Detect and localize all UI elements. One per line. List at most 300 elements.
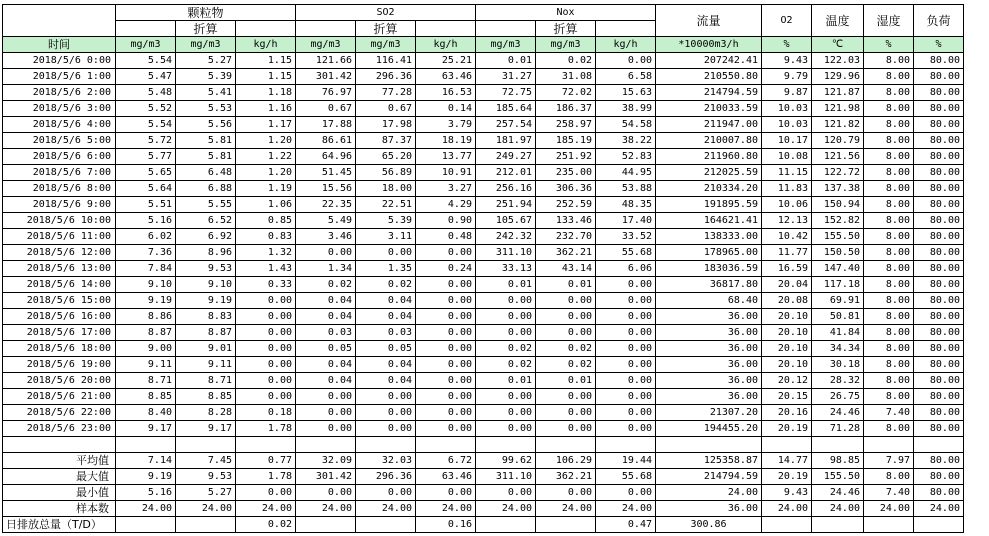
data-cell[interactable]: 0.00: [596, 421, 656, 437]
data-cell[interactable]: 8.00: [864, 261, 914, 277]
data-cell[interactable]: 31.27: [476, 69, 536, 85]
data-cell[interactable]: 68.40: [656, 293, 762, 309]
time-cell[interactable]: 2018/5/6 22:00: [3, 405, 116, 421]
data-cell[interactable]: 0.05: [356, 341, 416, 357]
stat-value-cell[interactable]: 8.00: [864, 469, 914, 485]
data-cell[interactable]: 0.00: [596, 309, 656, 325]
data-cell[interactable]: 186.37: [536, 101, 596, 117]
data-cell[interactable]: 10.42: [762, 229, 812, 245]
data-cell[interactable]: 20.10: [762, 325, 812, 341]
data-cell[interactable]: 8.00: [864, 165, 914, 181]
data-cell[interactable]: 183036.59: [656, 261, 762, 277]
data-cell[interactable]: 6.92: [176, 229, 236, 245]
data-cell[interactable]: 152.82: [812, 213, 864, 229]
data-cell[interactable]: 242.32: [476, 229, 536, 245]
data-cell[interactable]: 3.27: [416, 181, 476, 197]
data-cell[interactable]: 0.48: [416, 229, 476, 245]
data-cell[interactable]: 0.02: [536, 341, 596, 357]
data-cell[interactable]: 232.70: [536, 229, 596, 245]
data-cell[interactable]: 0.00: [356, 245, 416, 261]
data-cell[interactable]: 3.11: [356, 229, 416, 245]
data-cell[interactable]: 5.54: [116, 53, 176, 69]
data-cell[interactable]: 25.21: [416, 53, 476, 69]
data-cell[interactable]: 0.67: [296, 101, 356, 117]
time-cell[interactable]: 2018/5/6 13:00: [3, 261, 116, 277]
data-cell[interactable]: 6.48: [176, 165, 236, 181]
time-cell[interactable]: 2018/5/6 2:00: [3, 85, 116, 101]
time-cell[interactable]: 2018/5/6 16:00: [3, 309, 116, 325]
data-cell[interactable]: 10.03: [762, 101, 812, 117]
data-cell[interactable]: 10.03: [762, 117, 812, 133]
data-cell[interactable]: 0.00: [596, 325, 656, 341]
header-flow[interactable]: 流量: [656, 5, 762, 37]
data-cell[interactable]: 185.64: [476, 101, 536, 117]
data-cell[interactable]: 0.01: [476, 373, 536, 389]
data-cell[interactable]: 8.00: [864, 85, 914, 101]
empty-cell[interactable]: [596, 437, 656, 453]
data-cell[interactable]: 80.00: [914, 213, 964, 229]
data-cell[interactable]: 9.17: [116, 421, 176, 437]
data-cell[interactable]: 11.15: [762, 165, 812, 181]
data-cell[interactable]: 48.35: [596, 197, 656, 213]
empty-cell[interactable]: [476, 437, 536, 453]
data-cell[interactable]: 0.00: [416, 309, 476, 325]
stat-value-cell[interactable]: 63.46: [416, 469, 476, 485]
data-cell[interactable]: 138333.00: [656, 229, 762, 245]
stat-value-cell[interactable]: 24.00: [596, 501, 656, 517]
data-cell[interactable]: 5.52: [116, 101, 176, 117]
unit-o2[interactable]: %: [762, 37, 812, 53]
stat-value-cell[interactable]: 7.14: [116, 453, 176, 469]
data-cell[interactable]: 0.00: [596, 405, 656, 421]
data-cell[interactable]: 5.56: [176, 117, 236, 133]
time-cell[interactable]: 2018/5/6 12:00: [3, 245, 116, 261]
data-cell[interactable]: 6.02: [116, 229, 176, 245]
data-cell[interactable]: 7.84: [116, 261, 176, 277]
data-cell[interactable]: 80.00: [914, 325, 964, 341]
header-particulate[interactable]: 颗粒物: [176, 5, 236, 21]
data-cell[interactable]: 0.00: [356, 389, 416, 405]
data-cell[interactable]: 121.98: [812, 101, 864, 117]
data-cell[interactable]: 0.00: [596, 357, 656, 373]
data-cell[interactable]: 0.02: [476, 357, 536, 373]
data-cell[interactable]: 54.58: [596, 117, 656, 133]
stat-value-cell[interactable]: 5.16: [116, 485, 176, 501]
data-cell[interactable]: 6.58: [596, 69, 656, 85]
data-cell[interactable]: 8.00: [864, 133, 914, 149]
empty-cell[interactable]: [356, 437, 416, 453]
empty-cell[interactable]: [236, 437, 296, 453]
data-cell[interactable]: 5.77: [116, 149, 176, 165]
data-cell[interactable]: 36817.80: [656, 277, 762, 293]
data-cell[interactable]: 20.16: [762, 405, 812, 421]
data-cell[interactable]: 15.56: [296, 181, 356, 197]
data-cell[interactable]: 0.04: [296, 373, 356, 389]
data-cell[interactable]: 20.10: [762, 309, 812, 325]
data-cell[interactable]: 185.19: [536, 133, 596, 149]
empty-cell[interactable]: [536, 517, 596, 533]
stat-label[interactable]: 样本数: [3, 501, 116, 517]
data-cell[interactable]: 0.00: [416, 405, 476, 421]
header-nox[interactable]: Nox: [536, 5, 596, 21]
daily-total-value[interactable]: 300.86: [656, 517, 762, 533]
time-cell[interactable]: 2018/5/6 0:00: [3, 53, 116, 69]
data-cell[interactable]: 76.97: [296, 85, 356, 101]
data-cell[interactable]: 87.37: [356, 133, 416, 149]
data-cell[interactable]: 0.00: [416, 341, 476, 357]
data-cell[interactable]: 5.51: [116, 197, 176, 213]
unit-particulate-kg[interactable]: kg/h: [236, 37, 296, 53]
data-cell[interactable]: 10.91: [416, 165, 476, 181]
data-cell[interactable]: 16.53: [416, 85, 476, 101]
data-cell[interactable]: 8.00: [864, 69, 914, 85]
data-cell[interactable]: 0.01: [476, 53, 536, 69]
time-cell[interactable]: 2018/5/6 3:00: [3, 101, 116, 117]
data-cell[interactable]: 9.00: [116, 341, 176, 357]
data-cell[interactable]: 8.71: [176, 373, 236, 389]
data-cell[interactable]: 63.46: [416, 69, 476, 85]
data-cell[interactable]: 8.86: [116, 309, 176, 325]
unit-load[interactable]: %: [914, 37, 964, 53]
data-cell[interactable]: 5.55: [176, 197, 236, 213]
unit-so2-mg[interactable]: mg/m3: [296, 37, 356, 53]
data-cell[interactable]: 0.67: [356, 101, 416, 117]
data-cell[interactable]: 64.96: [296, 149, 356, 165]
empty-cell[interactable]: [914, 437, 964, 453]
data-cell[interactable]: 0.00: [296, 245, 356, 261]
data-cell[interactable]: 191895.59: [656, 197, 762, 213]
daily-total-value[interactable]: 0.02: [236, 517, 296, 533]
data-cell[interactable]: 80.00: [914, 261, 964, 277]
stat-value-cell[interactable]: 19.44: [596, 453, 656, 469]
data-cell[interactable]: 0.00: [356, 421, 416, 437]
header-particulate-spacer-2[interactable]: [236, 5, 296, 21]
data-cell[interactable]: 8.85: [116, 389, 176, 405]
stat-value-cell[interactable]: 5.27: [176, 485, 236, 501]
data-cell[interactable]: 36.00: [656, 325, 762, 341]
stat-value-cell[interactable]: 32.03: [356, 453, 416, 469]
data-cell[interactable]: 0.04: [356, 293, 416, 309]
data-cell[interactable]: 0.01: [536, 277, 596, 293]
data-cell[interactable]: 121.66: [296, 53, 356, 69]
data-cell[interactable]: 55.68: [596, 245, 656, 261]
data-cell[interactable]: 8.00: [864, 373, 914, 389]
unit-humidity[interactable]: %: [864, 37, 914, 53]
data-cell[interactable]: 8.40: [116, 405, 176, 421]
data-cell[interactable]: 8.00: [864, 117, 914, 133]
data-cell[interactable]: 0.00: [476, 309, 536, 325]
stat-value-cell[interactable]: 0.00: [236, 485, 296, 501]
data-cell[interactable]: 44.95: [596, 165, 656, 181]
data-cell[interactable]: 0.00: [476, 421, 536, 437]
time-cell[interactable]: 2018/5/6 19:00: [3, 357, 116, 373]
empty-cell[interactable]: [812, 437, 864, 453]
data-cell[interactable]: 1.32: [236, 245, 296, 261]
data-cell[interactable]: 1.20: [236, 165, 296, 181]
data-cell[interactable]: 77.28: [356, 85, 416, 101]
stat-value-cell[interactable]: 0.77: [236, 453, 296, 469]
data-cell[interactable]: 0.00: [476, 293, 536, 309]
stat-value-cell[interactable]: 0.00: [356, 485, 416, 501]
data-cell[interactable]: 80.00: [914, 53, 964, 69]
data-cell[interactable]: 0.00: [476, 389, 536, 405]
data-cell[interactable]: 8.85: [176, 389, 236, 405]
stat-value-cell[interactable]: 24.00: [812, 501, 864, 517]
empty-cell[interactable]: [914, 517, 964, 533]
header-particulate-raw-blank[interactable]: [116, 21, 176, 37]
stat-value-cell[interactable]: 20.19: [762, 469, 812, 485]
data-cell[interactable]: 150.94: [812, 197, 864, 213]
data-cell[interactable]: 9.19: [176, 293, 236, 309]
data-cell[interactable]: 9.43: [762, 53, 812, 69]
data-cell[interactable]: 9.11: [116, 357, 176, 373]
data-cell[interactable]: 214794.59: [656, 85, 762, 101]
data-cell[interactable]: 36.00: [656, 357, 762, 373]
data-cell[interactable]: 150.50: [812, 245, 864, 261]
data-cell[interactable]: 80.00: [914, 405, 964, 421]
data-cell[interactable]: 8.87: [176, 325, 236, 341]
time-cell[interactable]: 2018/5/6 20:00: [3, 373, 116, 389]
data-cell[interactable]: 80.00: [914, 373, 964, 389]
time-cell[interactable]: 2018/5/6 5:00: [3, 133, 116, 149]
data-cell[interactable]: 164621.41: [656, 213, 762, 229]
data-cell[interactable]: 0.03: [296, 325, 356, 341]
data-cell[interactable]: 3.79: [416, 117, 476, 133]
data-cell[interactable]: 116.41: [356, 53, 416, 69]
data-cell[interactable]: 5.39: [356, 213, 416, 229]
data-cell[interactable]: 1.78: [236, 421, 296, 437]
data-cell[interactable]: 20.19: [762, 421, 812, 437]
empty-cell[interactable]: [762, 437, 812, 453]
data-cell[interactable]: 80.00: [914, 69, 964, 85]
time-cell[interactable]: 2018/5/6 6:00: [3, 149, 116, 165]
data-cell[interactable]: 80.00: [914, 197, 964, 213]
data-cell[interactable]: 0.00: [536, 309, 596, 325]
data-cell[interactable]: 212.01: [476, 165, 536, 181]
data-cell[interactable]: 0.00: [236, 293, 296, 309]
stat-value-cell[interactable]: 0.00: [536, 485, 596, 501]
empty-cell[interactable]: [864, 517, 914, 533]
data-cell[interactable]: 0.00: [416, 325, 476, 341]
data-cell[interactable]: 65.20: [356, 149, 416, 165]
stat-value-cell[interactable]: 7.40: [864, 485, 914, 501]
daily-total-label[interactable]: 日排放总量（T/D）: [3, 517, 116, 533]
data-cell[interactable]: 0.00: [536, 389, 596, 405]
stat-value-cell[interactable]: 24.00: [116, 501, 176, 517]
stat-value-cell[interactable]: 80.00: [914, 453, 964, 469]
data-cell[interactable]: 0.04: [296, 293, 356, 309]
data-cell[interactable]: 80.00: [914, 101, 964, 117]
data-cell[interactable]: 0.01: [536, 373, 596, 389]
data-cell[interactable]: 0.00: [596, 53, 656, 69]
data-cell[interactable]: 251.92: [536, 149, 596, 165]
data-cell[interactable]: 1.35: [356, 261, 416, 277]
data-cell[interactable]: 0.00: [296, 405, 356, 421]
stat-label[interactable]: 最小值: [3, 485, 116, 501]
data-cell[interactable]: 105.67: [476, 213, 536, 229]
empty-cell[interactable]: [176, 437, 236, 453]
data-cell[interactable]: 5.48: [116, 85, 176, 101]
data-cell[interactable]: 207242.41: [656, 53, 762, 69]
data-cell[interactable]: 0.00: [416, 357, 476, 373]
data-cell[interactable]: 210033.59: [656, 101, 762, 117]
stat-value-cell[interactable]: 55.68: [596, 469, 656, 485]
data-cell[interactable]: 0.00: [536, 293, 596, 309]
data-cell[interactable]: 80.00: [914, 277, 964, 293]
data-cell[interactable]: 1.15: [236, 69, 296, 85]
data-cell[interactable]: 181.97: [476, 133, 536, 149]
data-cell[interactable]: 12.13: [762, 213, 812, 229]
data-cell[interactable]: 8.00: [864, 181, 914, 197]
data-cell[interactable]: 5.64: [116, 181, 176, 197]
data-cell[interactable]: 18.00: [356, 181, 416, 197]
data-cell[interactable]: 256.16: [476, 181, 536, 197]
data-cell[interactable]: 80.00: [914, 181, 964, 197]
data-cell[interactable]: 0.00: [296, 389, 356, 405]
data-cell[interactable]: 0.00: [596, 373, 656, 389]
stat-value-cell[interactable]: 0.00: [296, 485, 356, 501]
data-cell[interactable]: 1.06: [236, 197, 296, 213]
data-cell[interactable]: 0.00: [356, 405, 416, 421]
time-cell[interactable]: 2018/5/6 14:00: [3, 277, 116, 293]
data-cell[interactable]: 36.00: [656, 341, 762, 357]
data-cell[interactable]: 5.39: [176, 69, 236, 85]
data-cell[interactable]: 5.65: [116, 165, 176, 181]
stat-value-cell[interactable]: 0.00: [596, 485, 656, 501]
unit-time[interactable]: 时间: [3, 37, 116, 53]
data-cell[interactable]: 0.00: [296, 421, 356, 437]
data-cell[interactable]: 80.00: [914, 133, 964, 149]
data-cell[interactable]: 8.87: [116, 325, 176, 341]
header-nox-spacer[interactable]: [476, 5, 536, 21]
data-cell[interactable]: 5.54: [116, 117, 176, 133]
data-cell[interactable]: 194455.20: [656, 421, 762, 437]
data-cell[interactable]: 8.00: [864, 101, 914, 117]
data-cell[interactable]: 20.04: [762, 277, 812, 293]
data-cell[interactable]: 15.63: [596, 85, 656, 101]
data-cell[interactable]: 122.03: [812, 53, 864, 69]
header-time-blank[interactable]: [3, 5, 116, 21]
time-cell[interactable]: 2018/5/6 23:00: [3, 421, 116, 437]
data-cell[interactable]: 0.02: [536, 357, 596, 373]
data-cell[interactable]: 296.36: [356, 69, 416, 85]
data-cell[interactable]: 9.10: [116, 277, 176, 293]
data-cell[interactable]: 8.28: [176, 405, 236, 421]
data-cell[interactable]: 72.75: [476, 85, 536, 101]
data-cell[interactable]: 0.04: [296, 309, 356, 325]
time-cell[interactable]: 2018/5/6 8:00: [3, 181, 116, 197]
data-cell[interactable]: 258.97: [536, 117, 596, 133]
stat-value-cell[interactable]: 80.00: [914, 485, 964, 501]
empty-cell[interactable]: [3, 437, 116, 453]
header-particulate-converted[interactable]: 折算: [176, 21, 236, 37]
data-cell[interactable]: 5.47: [116, 69, 176, 85]
data-cell[interactable]: 0.00: [416, 389, 476, 405]
data-cell[interactable]: 20.12: [762, 373, 812, 389]
data-cell[interactable]: 362.21: [536, 245, 596, 261]
stat-value-cell[interactable]: 7.97: [864, 453, 914, 469]
data-cell[interactable]: 22.51: [356, 197, 416, 213]
stat-value-cell[interactable]: 9.43: [762, 485, 812, 501]
unit-so2-conv[interactable]: mg/m3: [356, 37, 416, 53]
data-cell[interactable]: 5.16: [116, 213, 176, 229]
data-cell[interactable]: 8.00: [864, 389, 914, 405]
data-cell[interactable]: 0.03: [356, 325, 416, 341]
data-cell[interactable]: 8.00: [864, 293, 914, 309]
data-cell[interactable]: 26.75: [812, 389, 864, 405]
data-cell[interactable]: 210334.20: [656, 181, 762, 197]
stat-value-cell[interactable]: 32.09: [296, 453, 356, 469]
data-cell[interactable]: 80.00: [914, 165, 964, 181]
data-cell[interactable]: 121.56: [812, 149, 864, 165]
data-cell[interactable]: 22.35: [296, 197, 356, 213]
empty-cell[interactable]: [812, 517, 864, 533]
time-cell[interactable]: 2018/5/6 10:00: [3, 213, 116, 229]
header-nox-converted[interactable]: 折算: [536, 21, 596, 37]
data-cell[interactable]: 8.00: [864, 277, 914, 293]
stat-value-cell[interactable]: 9.19: [116, 469, 176, 485]
stat-value-cell[interactable]: 14.77: [762, 453, 812, 469]
header-nox-spacer-2[interactable]: [596, 5, 656, 21]
data-cell[interactable]: 0.90: [416, 213, 476, 229]
data-cell[interactable]: 8.83: [176, 309, 236, 325]
stat-value-cell[interactable]: 301.42: [296, 469, 356, 485]
empty-cell[interactable]: [296, 437, 356, 453]
data-cell[interactable]: 211947.00: [656, 117, 762, 133]
data-cell[interactable]: 21307.20: [656, 405, 762, 421]
unit-nox-kg[interactable]: kg/h: [596, 37, 656, 53]
data-cell[interactable]: 257.54: [476, 117, 536, 133]
data-cell[interactable]: 120.79: [812, 133, 864, 149]
data-cell[interactable]: 5.27: [176, 53, 236, 69]
data-cell[interactable]: 0.00: [416, 277, 476, 293]
data-cell[interactable]: 11.77: [762, 245, 812, 261]
stat-value-cell[interactable]: 36.00: [656, 501, 762, 517]
data-cell[interactable]: 117.18: [812, 277, 864, 293]
data-cell[interactable]: 5.53: [176, 101, 236, 117]
data-cell[interactable]: 69.91: [812, 293, 864, 309]
empty-cell[interactable]: [116, 437, 176, 453]
data-cell[interactable]: 7.40: [864, 405, 914, 421]
header-so2[interactable]: SO2: [356, 5, 416, 21]
data-cell[interactable]: 31.08: [536, 69, 596, 85]
daily-total-value[interactable]: 0.47: [596, 517, 656, 533]
data-cell[interactable]: 17.98: [356, 117, 416, 133]
data-cell[interactable]: 0.00: [536, 325, 596, 341]
data-cell[interactable]: 9.11: [176, 357, 236, 373]
data-cell[interactable]: 5.49: [296, 213, 356, 229]
data-cell[interactable]: 0.83: [236, 229, 296, 245]
data-cell[interactable]: 13.77: [416, 149, 476, 165]
stat-value-cell[interactable]: 6.72: [416, 453, 476, 469]
data-cell[interactable]: 0.00: [596, 293, 656, 309]
data-cell[interactable]: 8.00: [864, 229, 914, 245]
data-cell[interactable]: 6.52: [176, 213, 236, 229]
stat-value-cell[interactable]: 24.00: [656, 485, 762, 501]
data-cell[interactable]: 10.08: [762, 149, 812, 165]
data-cell[interactable]: 4.29: [416, 197, 476, 213]
data-cell[interactable]: 20.10: [762, 341, 812, 357]
data-cell[interactable]: 1.15: [236, 53, 296, 69]
header-humidity[interactable]: 湿度: [864, 5, 914, 37]
data-cell[interactable]: 5.81: [176, 149, 236, 165]
stat-value-cell[interactable]: 24.00: [476, 501, 536, 517]
data-cell[interactable]: 34.34: [812, 341, 864, 357]
header-load[interactable]: 负荷: [914, 5, 964, 37]
data-cell[interactable]: 1.34: [296, 261, 356, 277]
time-cell[interactable]: 2018/5/6 7:00: [3, 165, 116, 181]
data-cell[interactable]: 24.46: [812, 405, 864, 421]
